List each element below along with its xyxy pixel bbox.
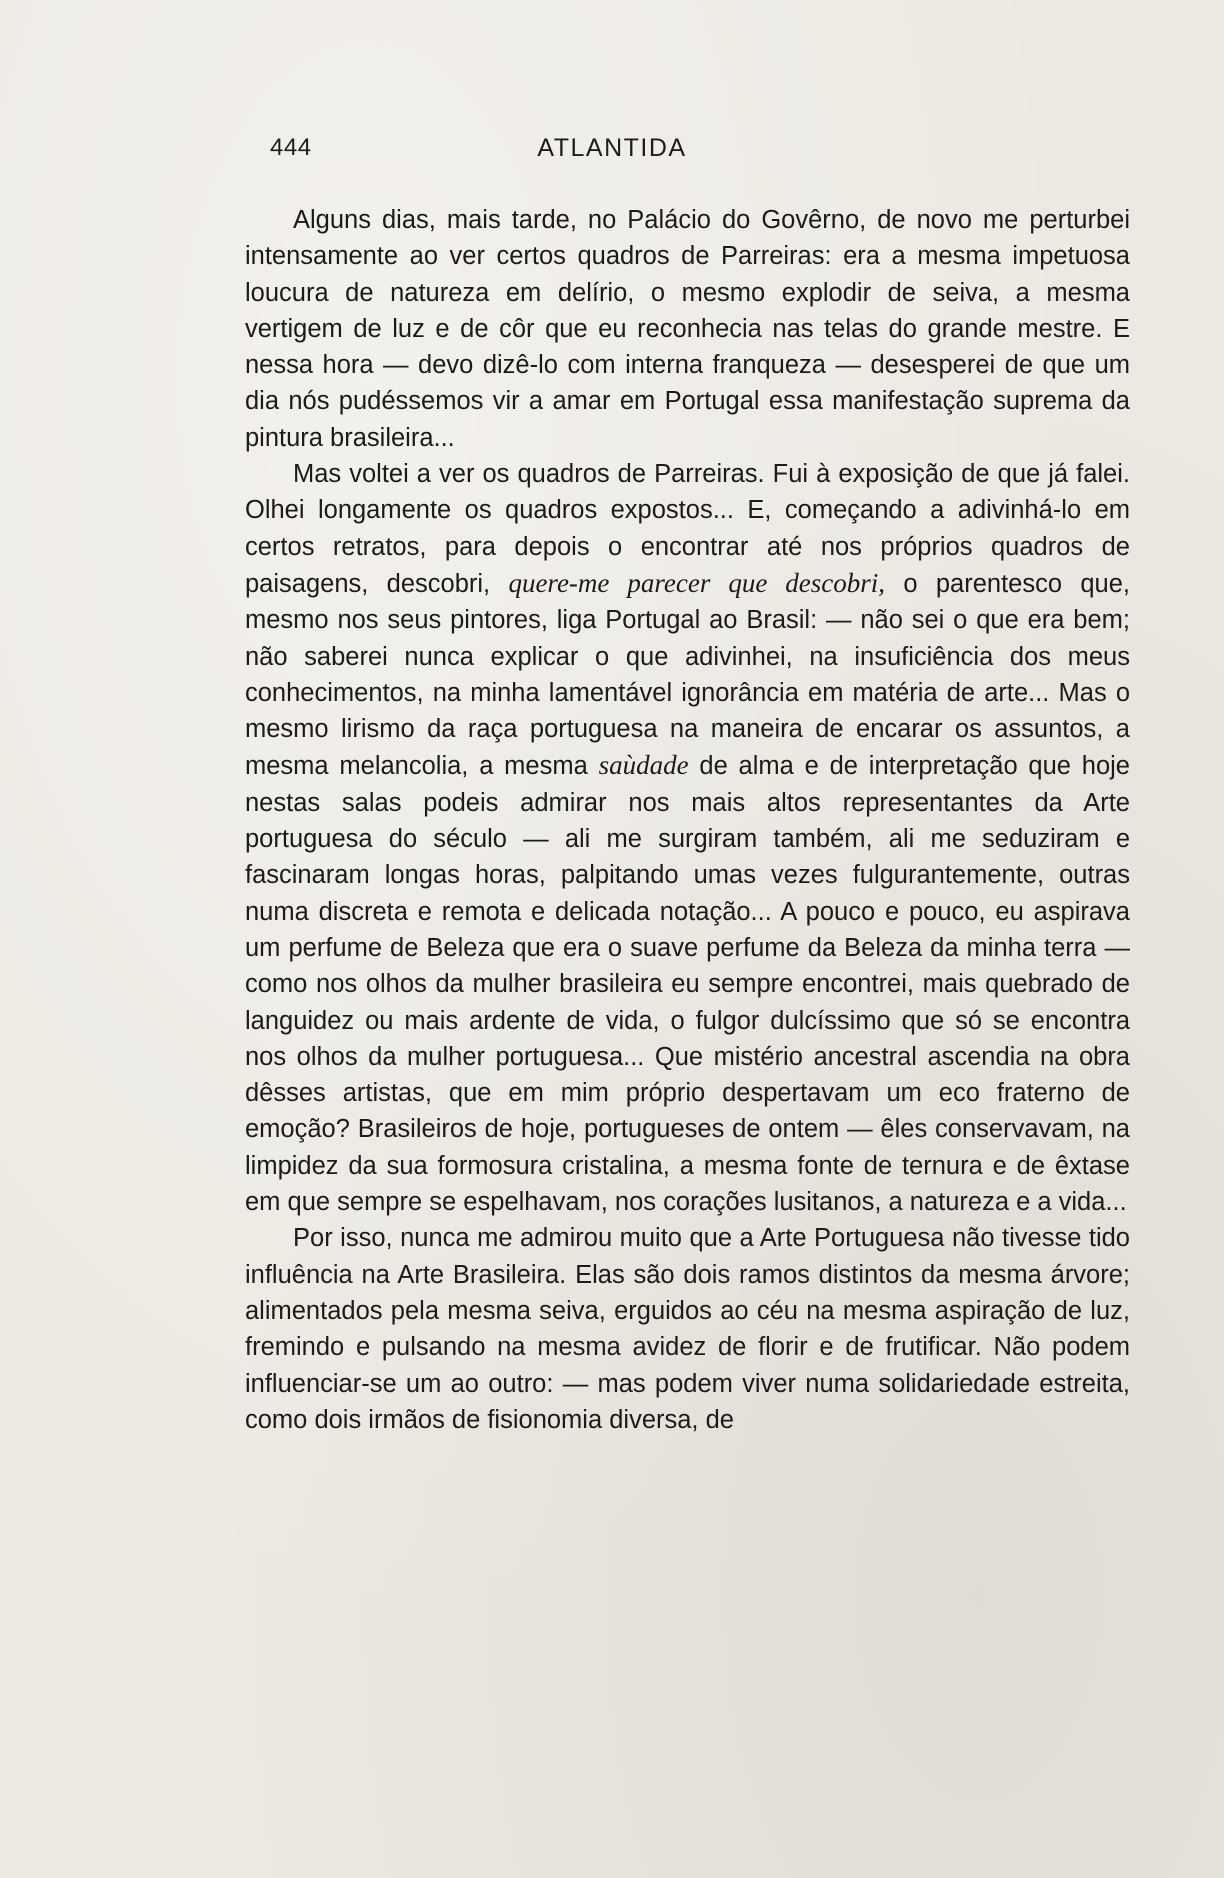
- italic-word-saudade: saùdade: [598, 750, 689, 781]
- body-text: [245, 202, 1130, 1438]
- paragraph-2: [245, 456, 1130, 1220]
- paragraph-1: [245, 202, 1130, 456]
- text-segment: Alguns dias, mais tarde, no Palácio do Govêrno, de novo me perturbei intensamente ao ver certos quadros de Parreiras: era a mesma impetuosa loucura de natureza em delírio, o mesmo explodir de seiva, a mesma vertigem de luz e de côr que eu reconhecia nas telas do grande mestre. E nessa hora — devo dizê-lo com interna franqueza — desesperei de que um dia nós pudéssemos vir a amar em Portugal essa manifestação suprema da pintura brasileira...: [245, 206, 1130, 452]
- running-head: [0, 134, 1224, 170]
- text-segment: o parentesco que, mesmo nos seus pintores, liga Portugal ao Brasil: — não sei o que era bem; não saberei nunca explicar o que adivinhei, na insuficiência dos meus conhecimentos, na minha lamentável ignorância em matéria de arte... Mas o mesmo lirismo da raça portuguesa na maneira de encarar os assuntos, a mesma melancolia, a mesma: [245, 569, 1130, 781]
- running-title: ATLANTIDA: [537, 134, 687, 162]
- text-segment: Mas voltei a ver os quadros de Parreiras. Fui à exposição de que já falei. Olhei longamente os quadros expostos... E, começando a adivinhá-lo em certos retratos, para depois o encontrar até nos próprios quadros de paisagens, descobri,: [245, 460, 1130, 598]
- text-segment: de alma e de interpretação que hoje nestas salas podeis admirar nos mais altos representantes da Arte portuguesa do século — ali me surgiram também, ali me seduziram e fascinaram longas horas, palpitando umas vezes fulgurantemente, outras numa discreta e remota e delicada notação... A pouco e pouco, eu aspirava um perfume de Beleza que era o suave perfume da Beleza da minha terra — como nos olhos da mulher brasileira eu sempre encontrei, mais quebrado de languidez ou mais ardente de vida, o fulgor dulcíssimo que só se encontra nos olhos da mulher portuguesa... Que mistério ancestral ascendia na obra dêsses artistas, que em mim próprio despertavam um eco fraterno de emoção? Brasileiros de hoje, portugueses de ontem — êles conservavam, na limpidez da sua formosura cristalina, a mesma fonte de ternura e de êxtase em que sempre se espelhavam, nos corações lusitanos, a natureza e a vida...: [245, 752, 1130, 1217]
- italic-phrase-quere-me-parecer: quere-me parecer que descobri,: [508, 567, 886, 598]
- paragraph-3: [245, 1220, 1130, 1438]
- text-segment: Por isso, nunca me admirou muito que a Arte Portuguesa não tivesse tido influência na Arte Brasileira. Elas são dois ramos distintos da mesma árvore; alimentados pela mesma seiva, erguidos ao céu na mesma aspiração de luz, fremindo e pulsando na mesma avidez de florir e de frutificar. Não podem influenciar-se um ao outro: — mas podem viver numa solidariedade estreita, como dois irmãos de fisionomia diversa, de: [245, 1224, 1130, 1434]
- page-number: 444: [270, 134, 312, 161]
